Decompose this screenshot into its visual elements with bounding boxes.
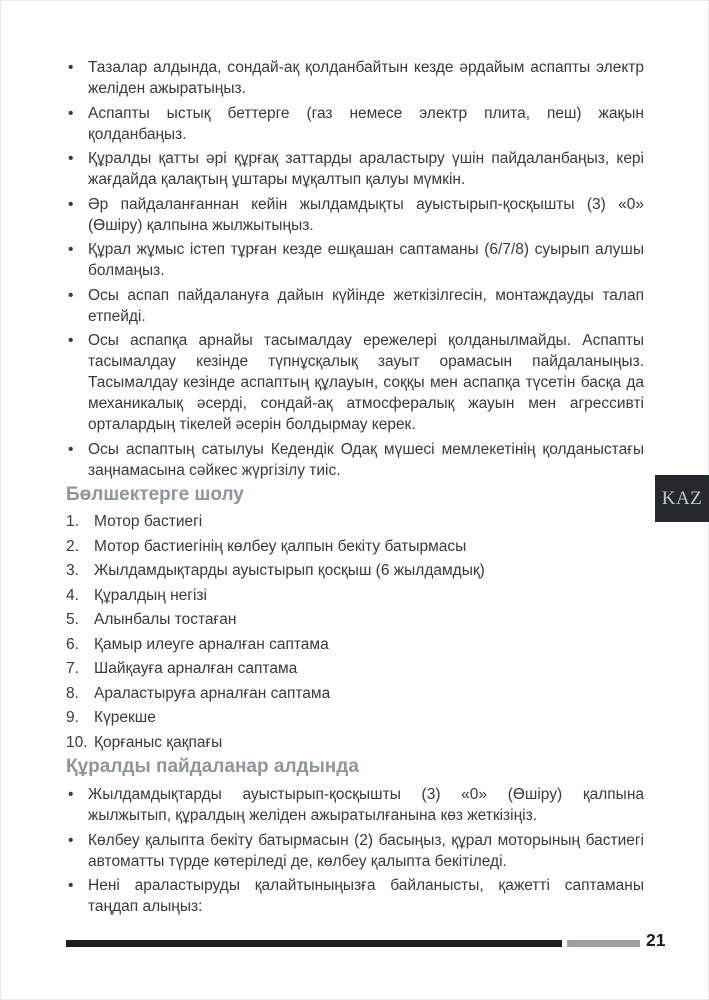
before-use-bullet-item [66,875,644,917]
item-number: 8. [66,684,79,702]
before-use-bullet-text: Жылдамдықтарды ауыстырып-қосқышты (3) «0» (Өшіру) қалпына жылжытып, құралдың желіден ажыратылғанына көз жеткізіңіз. [88,786,644,824]
page-content [66,57,644,921]
safety-bullet-text: Осы аспап пайдалануға дайын күйінде жеткізілгесін, монтаждауды талап етпейді. [88,286,644,325]
item-number: 4. [66,586,79,604]
item-text: Жылдамдықтарды ауыстырып қосқыш (6 жылдамдық) [94,562,485,579]
parts-list-item [66,609,644,630]
bullet-icon: • [68,332,74,349]
item-number: 2. [66,537,79,555]
item-text: Құралдың негізі [94,586,207,604]
safety-bullet-item [66,330,644,435]
item-number: 9. [66,709,79,726]
safety-bullet-text: Құрал жұмыс істеп тұрған кезде ешқашан саптаманы (6/7/8) суырып алушы болмаңыз. [88,241,644,279]
item-text: Қамыр илеуге арналған саптама [94,635,329,653]
parts-list-item [66,511,644,532]
item-number: 7. [66,660,79,677]
parts-list-item [66,707,644,728]
item-number: 10. [66,733,88,751]
parts-list-item [66,536,644,557]
bullet-icon: • [68,440,74,458]
safety-bullet-text: Әр пайдаланғаннан кейін жылдамдықты ауыстырып-қосқышты (3) «0» (Өшіру) қалпына жылжытыңыз. [88,195,644,234]
safety-bullet-text: Осы аспапқа арнайы тасымалдау ережелері қолданылмайды. Аспапты тасымалдау кезінде түпнұсқалық зауыт орамасын пайдаланыңыз. Тасымалдау кезінде аспаптың құлауын, соққы мен аспапқа түсетін басқа да механикалық әсерді, сондай-ақ атмосфералық жауын мен агрессивті орталардың тікелей әсерін болдырмау керек. [88,332,644,433]
safety-bullet-text: Құралды қатты әрі құрғақ заттарды араластыру үшін пайдаланбаңыз, кері жағдайда қалақтың ұштары мұқалтып қалуы мүмкін. [88,150,644,188]
before-use-bullet-item [66,830,644,872]
parts-list-item [66,683,644,704]
safety-bullet-text: Тазалар алдында, сондай-ақ қолданбайтын кезде әрдайым аспапты электр желіден ажыратыңыз. [88,59,644,97]
bullet-icon: • [68,831,74,849]
footer-rule-black [66,940,562,947]
bullet-icon: • [68,286,74,304]
item-text: Араластыруға арналған саптама [94,684,331,702]
item-text: Мотор бастиегі [94,513,203,530]
before-use-heading: Құралды пайдаланар алдында [66,756,359,777]
before-use-bullet-list [66,784,644,917]
parts-list-item [66,560,644,581]
bullet-icon: • [68,195,74,213]
safety-bullet-item [66,285,644,327]
item-text: Алынбалы тостаған [94,611,237,628]
safety-bullet-item [66,57,644,99]
safety-bullet-item [66,439,644,481]
bullet-icon: • [68,59,74,76]
bullet-icon: • [68,104,74,122]
parts-list-item [66,585,644,606]
parts-list [66,511,644,753]
footer-rule-gray [567,940,640,947]
item-number: 1. [66,513,79,530]
page-number: 21 [646,930,666,950]
safety-bullet-item [66,148,644,190]
before-use-bullet-item [66,784,644,826]
safety-bullet-item [66,239,644,281]
item-number: 5. [66,611,79,628]
safety-bullet-text: Осы аспаптың сатылуы Кедендік Одақ мүшесі мемлекетінің қолданыстағы заңнамасына сәйкес жүргізілу тиіс. [88,440,644,479]
bullet-icon: • [68,150,74,167]
language-tab-label: KAZ [661,487,703,509]
item-number: 3. [66,562,79,579]
bullet-icon: • [68,877,74,894]
parts-overview-heading: Бөлшектерге шолу [66,484,244,505]
item-text: Күрекше [94,709,156,726]
item-text: Мотор бастиегінің көлбеу қалпын бекіту батырмасы [94,537,467,555]
safety-bullet-text: Аспапты ыстық беттерге (газ немесе электр плита, пеш) жақын қолданбаңыз. [88,104,644,143]
item-number: 6. [66,635,79,653]
before-use-bullet-text: Нені араластыруды қалайтыныңызға байланысты, қажетті саптаманы таңдап алыңыз: [88,877,644,915]
bullet-icon: • [68,241,74,258]
parts-list-item [66,658,644,679]
item-text: Шайқауға арналған саптама [94,660,298,677]
item-text: Қорғаныс қақпағы [94,733,223,751]
bullet-icon: • [68,786,74,803]
parts-list-item [66,634,644,655]
safety-bullet-item [66,103,644,145]
safety-bullet-list [66,57,644,481]
safety-bullet-item [66,194,644,236]
before-use-bullet-text: Көлбеу қалыпта бекіту батырмасын (2) басыңыз, құрал моторының бастиегі автоматты түрде көтеріледі де, көлбеу қалыпта бекітіледі. [88,831,644,870]
parts-list-item [66,732,644,753]
language-tab-kaz [655,475,709,522]
